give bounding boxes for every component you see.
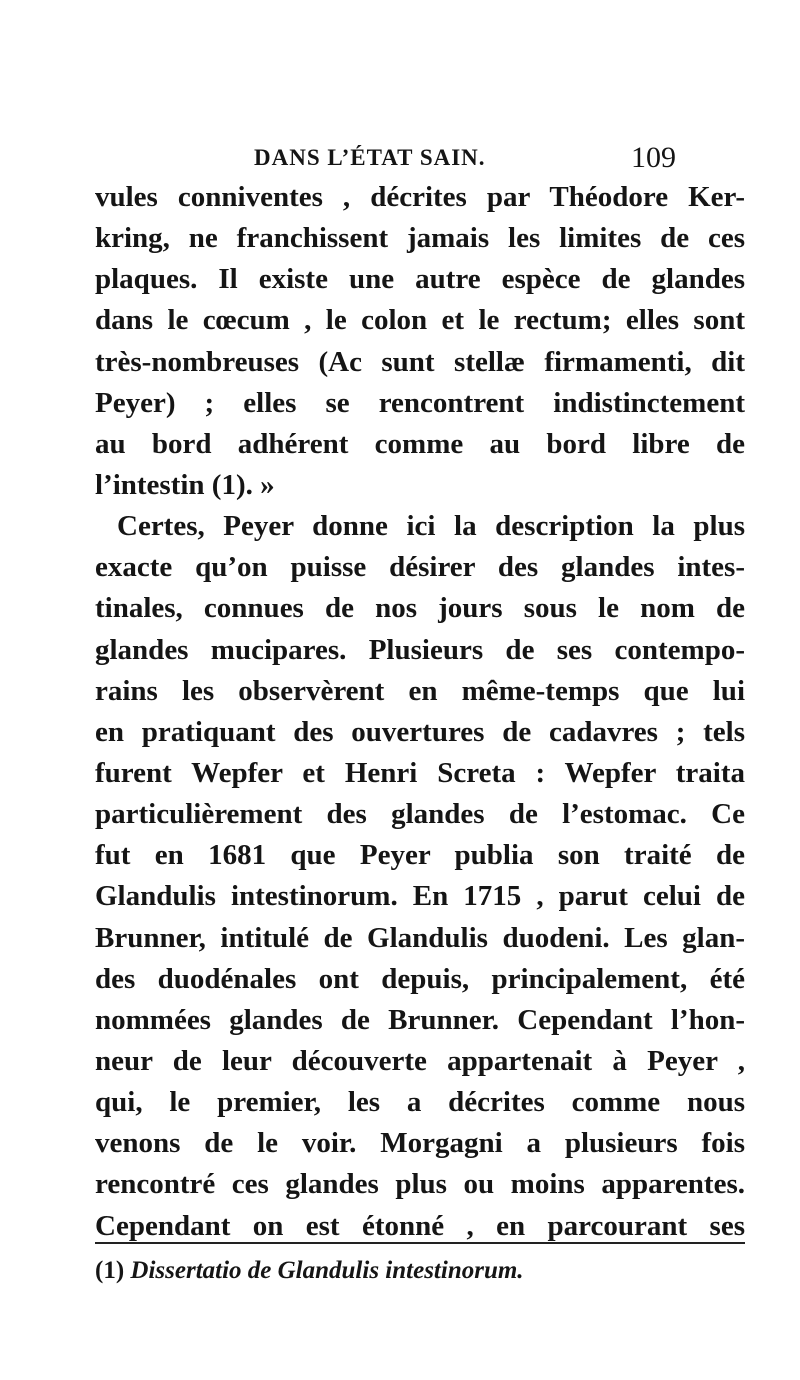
text-line: dans le cœcum , le colon et le rectum; elles sont [95, 304, 745, 337]
footnote-marker: (1) [95, 1257, 125, 1284]
text-line: au bord adhérent comme au bord libre de [95, 427, 745, 460]
text-line: vules conniventes , décrites par Théodore Ker- [95, 181, 745, 213]
text-line: kring, ne franchissent jamais les limites de ces [95, 222, 745, 255]
text-line: des duodénales ont depuis, principalement, été [95, 962, 745, 995]
text-line: venons de le voir. Morgagni a plusieurs fois [95, 1127, 745, 1160]
text-line: Peyer) ; elles se rencontrent indistinctement [95, 386, 745, 419]
page-number: 109 [631, 141, 676, 174]
footnote [95, 1254, 524, 1288]
text-line: tinales, connues de nos jours sous le nom de [95, 592, 745, 625]
text-line: très-nombreuses (Ac sunt stellæ firmamenti, dit [95, 345, 745, 378]
text-line-paragraph-start: Certes, Peyer donne ici la description la plus [117, 510, 745, 543]
text-line: nommées glandes de Brunner. Cependant l’hon- [95, 1003, 745, 1036]
text-line: Cependant on est étonné , en parcourant ses [95, 1209, 745, 1242]
text-line: Glandulis intestinorum. En 1715 , parut celui de [95, 880, 745, 913]
footnote-rule [95, 1242, 745, 1244]
body-text [95, 177, 745, 1247]
text-line: plaques. Il existe une autre espèce de glandes [95, 263, 745, 296]
text-line-paragraph-end: l’intestin (1). » [95, 468, 275, 501]
text-line: particulièrement des glandes de l’estomac. Ce [95, 798, 745, 831]
text-line: neur de leur découverte appartenait à Peyer , [95, 1044, 745, 1077]
text-line: furent Wepfer et Henri Screta : Wepfer traita [95, 756, 745, 789]
text-line: fut en 1681 que Peyer publia son traité de [95, 839, 745, 872]
text-line: en pratiquant des ouvertures de cadavres ; tels [95, 715, 745, 748]
text-line: glandes mucipares. Plusieurs de ses contempo- [95, 633, 745, 666]
running-head [0, 138, 800, 178]
text-line: rains les observèrent en même-temps que lui [95, 674, 745, 707]
text-line: Brunner, intitulé de Glandulis duodeni. Les glan- [95, 921, 745, 954]
text-line: qui, le premier, les a décrites comme nous [95, 1086, 745, 1119]
footnote-text: Dissertatio de Glandulis intestinorum. [130, 1257, 524, 1284]
text-line: exacte qu’on puisse désirer des glandes intes- [95, 551, 745, 584]
running-title: DANS L’ÉTAT SAIN. [254, 145, 486, 170]
text-line: rencontré ces glandes plus ou moins apparentes. [95, 1168, 745, 1201]
